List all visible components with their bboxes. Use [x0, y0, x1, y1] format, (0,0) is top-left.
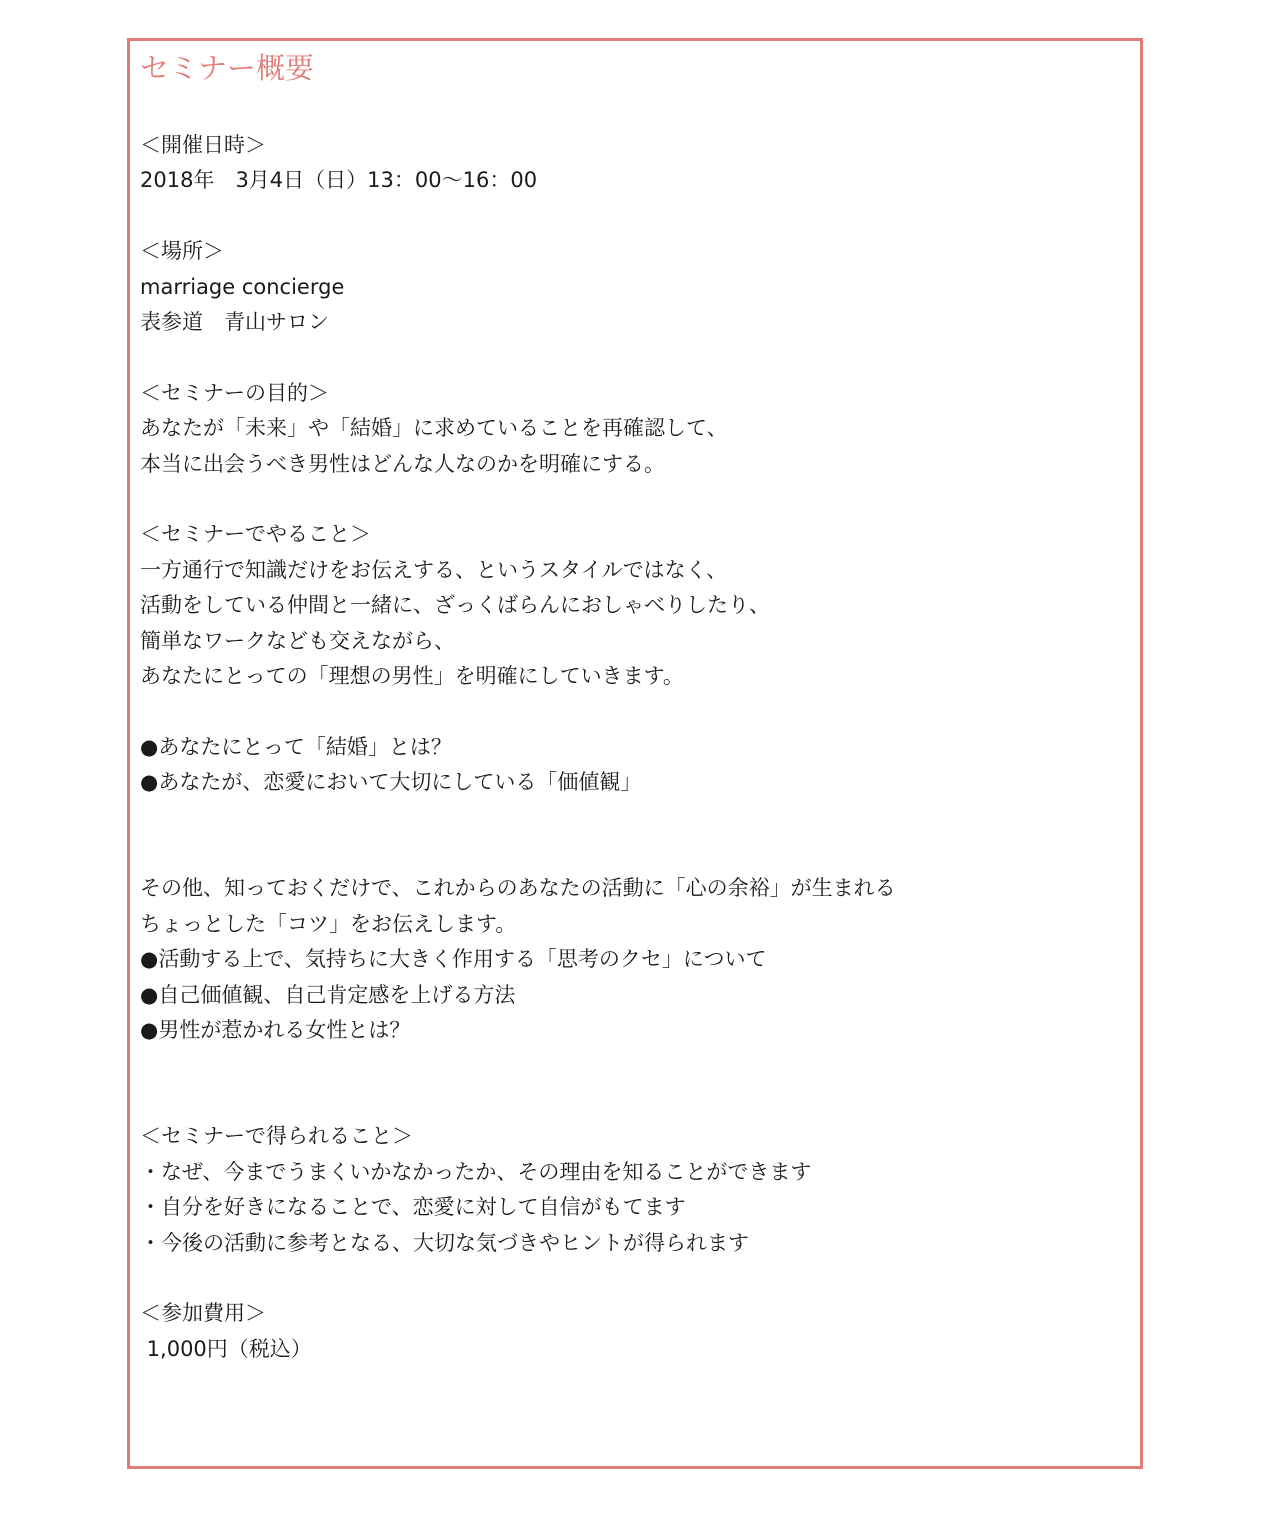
- activities-line: 簡単なワークなども交えながら、: [140, 629, 455, 653]
- purpose-line: 本当に出会うべき男性はどんな人なのかを明確にする。: [140, 452, 665, 476]
- activities-line: 一方通行で知識だけをお伝えする、というスタイルではなく、: [140, 558, 728, 582]
- datetime-value: 2018年 3月4日（日）13：00〜16：00: [140, 168, 538, 192]
- benefits-item: ・自分を好きになることで、恋愛に対して自信がもてます: [140, 1195, 686, 1219]
- datetime-heading: ＜開催日時＞: [140, 133, 266, 157]
- benefits-item: ・今後の活動に参考となる、大切な気づきやヒントが得られます: [140, 1231, 749, 1255]
- benefits-item: ・なぜ、今までうまくいかなかったか、その理由を知ることができます: [140, 1160, 812, 1184]
- tips-bullet: ●自己価値観、自己肯定感を上げる方法: [140, 983, 516, 1007]
- activities-heading: ＜セミナーでやること＞: [140, 522, 371, 546]
- venue-name: marriage concierge: [140, 275, 345, 299]
- venue-heading: ＜場所＞: [140, 239, 224, 263]
- activities-line: あなたにとっての「理想の男性」を明確にしていきます。: [140, 664, 684, 688]
- activities-line: 活動をしている仲間と一緒に、ざっくばらんにおしゃべりしたり、: [140, 593, 770, 617]
- activities-bullet: ●あなたが、恋愛において大切にしている「価値観」: [140, 770, 642, 794]
- benefits-heading: ＜セミナーで得られること＞: [140, 1124, 413, 1148]
- tips-bullet: ●男性が惹かれる女性とは？: [140, 1018, 411, 1042]
- fee-value: 1,000円（税込）: [140, 1337, 312, 1361]
- tips-line: ちょっとした「コツ」をお伝えします。: [140, 912, 517, 936]
- activities-bullet: ●あなたにとって「結婚」とは？: [140, 735, 452, 759]
- venue-salon: 表参道 青山サロン: [140, 310, 329, 334]
- purpose-heading: ＜セミナーの目的＞: [140, 381, 329, 405]
- tips-line: その他、知っておくだけで、これからのあなたの活動に「心の余裕」が生まれる: [140, 876, 896, 900]
- tips-bullet: ●活動する上で、気持ちに大きく作用する「思考のクセ」について: [140, 947, 767, 971]
- fee-heading: ＜参加費用＞: [140, 1301, 266, 1325]
- purpose-line: あなたが「未来」や「結婚」に求めていることを再確認して、: [140, 416, 728, 440]
- page-title: セミナー概要: [140, 51, 315, 85]
